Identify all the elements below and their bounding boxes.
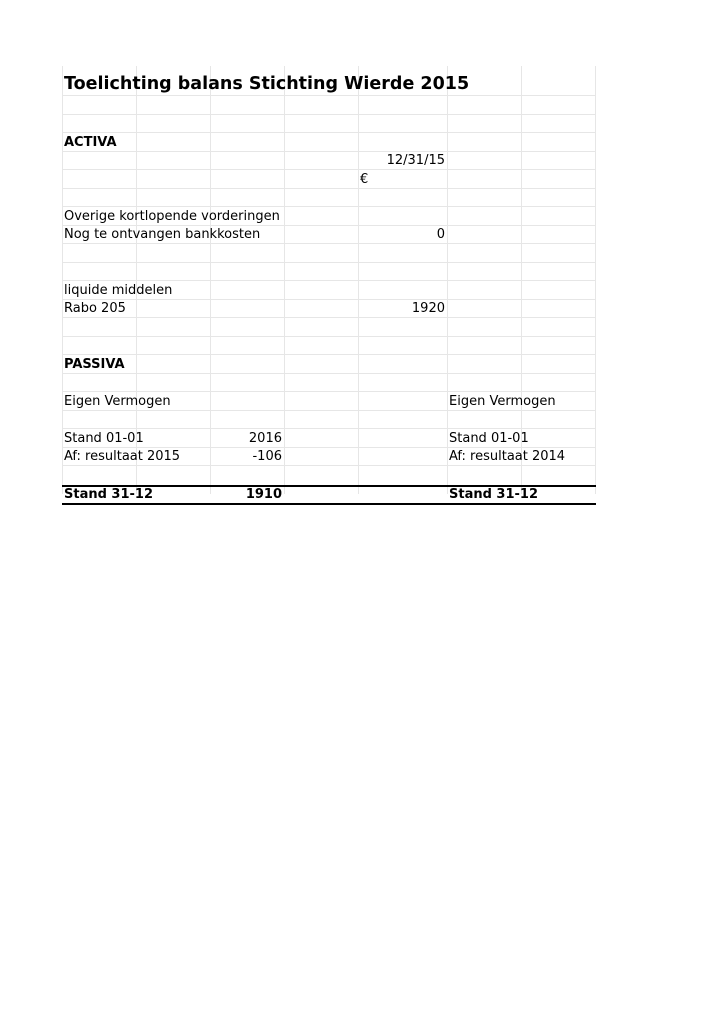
eigen-vermogen-label-prev: Eigen Vermogen xyxy=(449,393,556,409)
blank-row xyxy=(62,466,596,485)
stand-begin-value: 2016 xyxy=(248,430,282,446)
blank-row xyxy=(62,263,596,282)
rabo-label: Rabo 205 xyxy=(64,301,126,316)
passiva-heading: PASSIVA xyxy=(64,356,125,372)
passiva-heading-row xyxy=(62,355,596,374)
bankkosten-label: Nog te ontvangen bankkosten xyxy=(64,227,261,242)
eigen-vermogen-label: Eigen Vermogen xyxy=(64,393,171,409)
rabo-value: 1920 xyxy=(411,301,445,316)
currency-row xyxy=(62,170,596,189)
stand-eind-row xyxy=(62,485,596,505)
resultaat-label: Af: resultaat 2015 xyxy=(64,449,181,464)
activa-heading: ACTIVA xyxy=(64,134,117,150)
blank-row xyxy=(62,244,596,263)
page-title: Toelichting balans Stichting Wierde 2015 xyxy=(64,74,470,94)
bankkosten-row xyxy=(62,226,596,245)
overige-row xyxy=(62,207,596,226)
liquide-label: liquide middelen xyxy=(64,282,173,298)
stand-eind-label: Stand 31-12 xyxy=(64,486,154,502)
blank-row xyxy=(62,337,596,356)
blank-row xyxy=(62,318,596,337)
spreadsheet-page xyxy=(62,66,596,505)
eigen-vermogen-row xyxy=(62,392,596,411)
resultaat-value: -106 xyxy=(252,449,282,464)
stand-eind-label-prev: Stand 31-12 xyxy=(449,486,539,502)
currency-symbol: € xyxy=(360,171,369,187)
stand-begin-label: Stand 01-01 xyxy=(64,430,144,446)
liquide-row xyxy=(62,281,596,300)
blank-row xyxy=(62,96,596,115)
bankkosten-value: 0 xyxy=(436,227,445,242)
blank-row xyxy=(62,374,596,393)
blank-row xyxy=(62,189,596,208)
blank-row xyxy=(62,115,596,134)
stand-begin-row xyxy=(62,429,596,448)
date-row xyxy=(62,152,596,171)
balance-date: 12/31/15 xyxy=(386,153,445,168)
activa-heading-row xyxy=(62,133,596,152)
resultaat-label-prev: Af: resultaat 2014 xyxy=(449,449,566,464)
stand-eind-value: 1910 xyxy=(245,486,282,502)
overige-label: Overige kortlopende vorderingen xyxy=(64,208,280,224)
blank-row xyxy=(62,411,596,430)
stand-begin-label-prev: Stand 01-01 xyxy=(449,430,529,446)
title-row xyxy=(62,66,596,96)
rabo-row xyxy=(62,300,596,319)
resultaat-row xyxy=(62,448,596,467)
